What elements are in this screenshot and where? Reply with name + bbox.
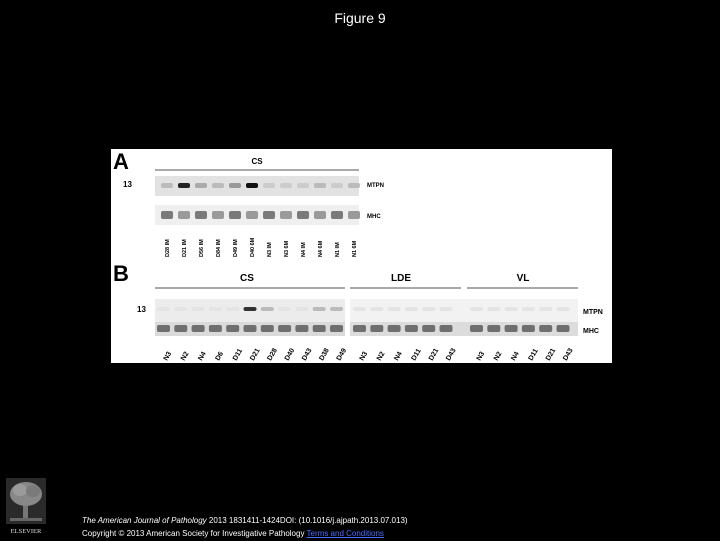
- panel-b-mtpn-band: [405, 307, 418, 311]
- panel-b-lane-label: N4: [393, 350, 404, 362]
- panel-b-mhc-band: [157, 325, 170, 332]
- panel-b-mhc-band: [313, 325, 326, 332]
- panel-b-mtpn-band: [388, 307, 401, 311]
- panel-b-mhc-band: [405, 325, 418, 332]
- panel-b-mtpn-band: [539, 307, 552, 311]
- panel-a-mhc-band: [331, 211, 343, 219]
- panel-b-lane-label: N4: [510, 350, 521, 362]
- panel-a-letter: A: [113, 149, 129, 174]
- panel-b-mhc-band: [370, 325, 383, 332]
- panel-a-lane-label: D49 IM: [233, 239, 239, 257]
- panel-b-lane-label: N3: [162, 350, 174, 362]
- panel-b-mtpn-band: [295, 307, 308, 311]
- panel-a-mtpn-band: [331, 183, 343, 188]
- copyright-text: Copyright © 2013 American Society for Investigative Pathology: [82, 529, 305, 538]
- panel-b-mhc-band: [192, 325, 205, 332]
- panel-b-letter: B: [113, 261, 129, 286]
- panel-b-mhc-band: [557, 325, 570, 332]
- panel-b-mtpn-band: [174, 307, 187, 311]
- western-blot-figure: [111, 149, 612, 363]
- panel-b-group-lde: LDE: [391, 273, 411, 284]
- panel-a-lane-label: N3 IM: [267, 242, 273, 257]
- panel-a-mtpn-band: [161, 183, 173, 188]
- panel-b-group-cs: CS: [240, 273, 254, 284]
- panel-b-mtpn-band: [261, 307, 274, 311]
- panel-a-mtpn-band: [280, 183, 292, 188]
- panel-b-mhc-band: [209, 325, 222, 332]
- panel-a-lane-label: N3 6M: [284, 240, 290, 257]
- panel-a-lane-label: D56 IM: [199, 239, 205, 257]
- panel-b-lane-label: D21: [427, 347, 441, 362]
- blot-svg: [111, 149, 612, 363]
- panel-a-lane-label: N4 IM: [301, 242, 307, 257]
- panel-b-lane-label: D21: [249, 347, 262, 362]
- panel-b-lane-label: N2: [375, 350, 387, 362]
- citation-doi: 2013 1831411-1424DOI: (10.1016/j.ajpath.2013.07.013): [206, 516, 408, 525]
- panel-a-mhc-band: [178, 211, 190, 219]
- panel-a-mhc-band: [212, 211, 224, 219]
- panel-b-mtpn-band: [157, 307, 170, 311]
- panel-b-mhc-band: [174, 325, 187, 332]
- panel-b-lane-label: D40: [283, 347, 297, 362]
- panel-b-mtpn-band: [313, 307, 326, 311]
- panel-b-mtpn-band: [370, 307, 383, 311]
- panel-b-lane-label: D28: [266, 347, 279, 362]
- panel-b-lane-label: D11: [231, 347, 245, 362]
- panel-b-group-vl: VL: [516, 273, 530, 284]
- panel-b-lane-label: D43: [445, 347, 458, 362]
- panel-b-mtpn-band: [505, 307, 518, 311]
- panel-b-mhc-band: [470, 325, 483, 332]
- panel-b-size-marker: 13: [137, 305, 146, 314]
- panel-b-mhc-band: [330, 325, 343, 332]
- panel-b-mhc-band: [278, 325, 291, 332]
- panel-b-lane-label: N3: [358, 350, 370, 362]
- panel-b-mtpn-band: [353, 307, 366, 311]
- panel-a-mtpn-band: [229, 183, 241, 188]
- panel-b-mtpn-band: [192, 307, 205, 311]
- panel-b-mhc-band: [440, 325, 453, 332]
- panel-a-mtpn-band: [263, 183, 275, 188]
- panel-a-size-marker: 13: [123, 180, 132, 189]
- panel-a-lane-label: D84 IM: [216, 239, 222, 257]
- panel-b-mtpn-band: [522, 307, 535, 311]
- panel-b-mtpn-band: [278, 307, 291, 311]
- panel-a-mhc-band: [161, 211, 173, 219]
- panel-b-lane-label: D21: [544, 347, 558, 362]
- panel-a-lane-label: N1 6M: [352, 240, 358, 257]
- journal-name: The American Journal of Pathology: [82, 516, 207, 525]
- panel-b-mhc-band: [244, 325, 257, 332]
- panel-a-lane-label: N4 6M: [318, 240, 324, 257]
- panel-a-group-label: CS: [251, 157, 263, 166]
- panel-a-mhc-band: [348, 211, 360, 219]
- panel-b-mtpn-band: [330, 307, 343, 311]
- panel-a-lane-label: N1 IM: [335, 242, 341, 257]
- panel-b-lane-label: D11: [410, 347, 423, 362]
- panel-a-mtpn-band: [195, 183, 207, 188]
- elsevier-wordmark: ELSEVIER: [10, 528, 42, 535]
- panel-a-lane-label: D21 IM: [182, 239, 188, 257]
- panel-a-mhc-band: [297, 211, 309, 219]
- panel-b-mtpn-band: [422, 307, 435, 311]
- panel-b-mhc-label: MHC: [583, 328, 599, 335]
- panel-a-mhc-band: [195, 211, 207, 219]
- panel-b-mhc-band: [422, 325, 435, 332]
- panel-b-lane-label: D11: [527, 347, 540, 362]
- panel-a-mtpn-band: [178, 183, 190, 188]
- panel-a-mhc-label: MHC: [367, 214, 381, 220]
- panel-a-mhc-band: [314, 211, 326, 219]
- panel-b-mhc-band: [505, 325, 518, 332]
- panel-b-lane-label: N3: [475, 350, 487, 362]
- panel-b-mtpn-label: MTPN: [583, 309, 603, 316]
- slide-title: Figure 9: [334, 10, 386, 26]
- panel-a-mtpn-band: [212, 183, 224, 188]
- panel-b-lane-label: N4: [197, 350, 208, 362]
- panel-b-mtpn-band: [209, 307, 222, 311]
- panel-a-mhc-band: [280, 211, 292, 219]
- panel-a-lane-label: D40 6M: [250, 237, 256, 257]
- panel-b-mhc-band: [261, 325, 274, 332]
- panel-a-mtpn-band: [348, 183, 360, 188]
- panel-a-mtpn-band: [297, 183, 309, 188]
- panel-b-lane-label: D38: [318, 347, 331, 362]
- elsevier-tree-icon: [6, 478, 46, 536]
- panel-b-lane-label: D43: [562, 347, 575, 362]
- panel-b-mhc-band: [487, 325, 500, 332]
- panel-b-lane-label: D43: [301, 347, 314, 362]
- panel-b-lane-label: D6: [214, 350, 226, 362]
- panel-b-mtpn-band: [557, 307, 570, 311]
- panel-a-mhc-band: [263, 211, 275, 219]
- panel-b-mhc-band: [522, 325, 535, 332]
- panel-b-mhc-band: [388, 325, 401, 332]
- panel-a-mhc-band: [229, 211, 241, 219]
- panel-b-mtpn-band: [244, 307, 257, 311]
- panel-b-lane-label: N2: [179, 350, 191, 362]
- copyright-line: [82, 527, 408, 540]
- panel-b-mhc-band: [226, 325, 239, 332]
- panel-b-mtpn-band: [226, 307, 239, 311]
- panel-b-mhc-band: [353, 325, 366, 332]
- citation-footer: [82, 514, 408, 540]
- panel-a-mtpn-band: [314, 183, 326, 188]
- panel-b-mtpn-band: [487, 307, 500, 311]
- panel-b-lane-label: N2: [492, 350, 504, 362]
- panel-a-mhc-band: [246, 211, 258, 219]
- panel-b-mtpn-band: [440, 307, 453, 311]
- panel-b-mtpn-band: [470, 307, 483, 311]
- panel-a-mtpn-label: MTPN: [367, 183, 384, 189]
- elsevier-logo: [6, 478, 46, 536]
- panel-b-mhc-band: [295, 325, 308, 332]
- citation-line: [82, 514, 408, 527]
- panel-b-mhc-band: [539, 325, 552, 332]
- panel-a-mtpn-band: [246, 183, 258, 188]
- panel-a-lane-label: D28 IM: [165, 239, 171, 257]
- panel-b-lane-label: D49: [335, 347, 349, 362]
- terms-link[interactable]: Terms and Conditions: [306, 529, 384, 538]
